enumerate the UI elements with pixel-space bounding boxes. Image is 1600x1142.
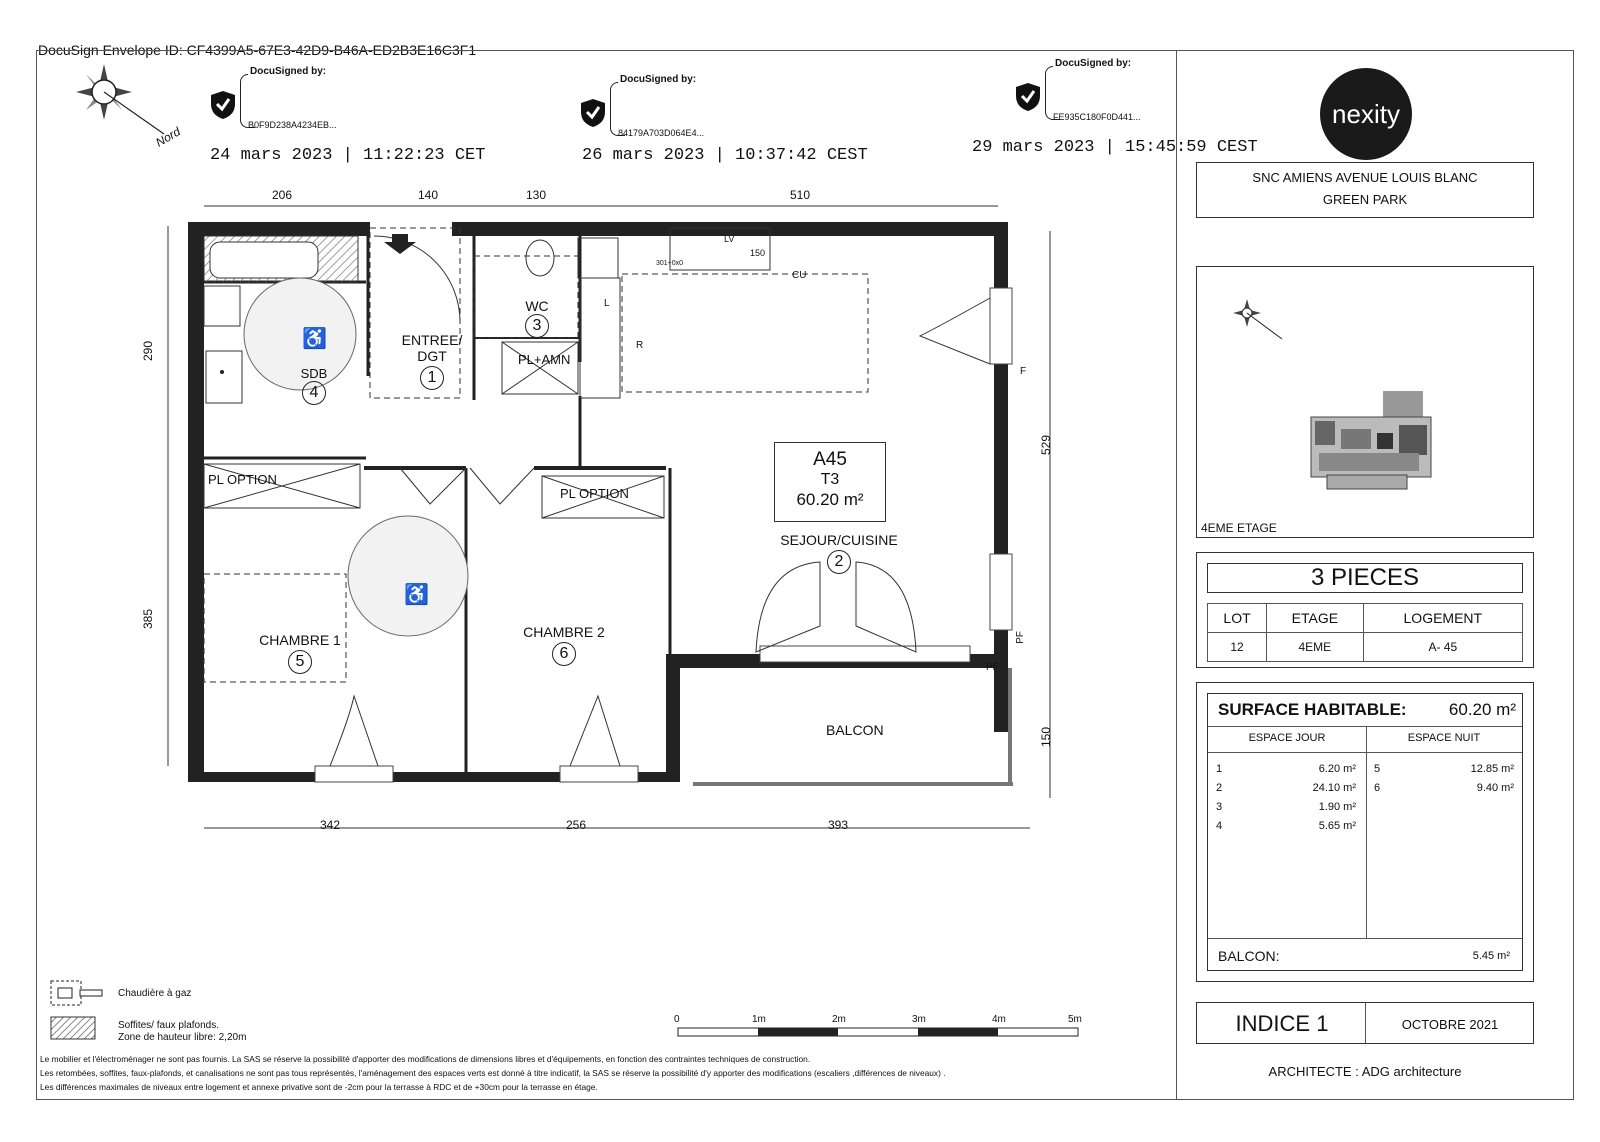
dim-bottom-1: 342 bbox=[320, 818, 341, 832]
header-etage: ETAGE bbox=[1267, 604, 1364, 633]
surface-box bbox=[1196, 682, 1534, 982]
signature-timestamp-2: 26 mars 2023 | 10:37:42 CEST bbox=[582, 146, 868, 165]
jour-list bbox=[1216, 760, 1356, 836]
scale-0: 0 bbox=[674, 1014, 680, 1025]
balcon-room: BALCON bbox=[826, 722, 884, 738]
logo-text: nexity bbox=[1332, 98, 1400, 129]
signature-code: B0F9D238A4234EB... bbox=[248, 120, 337, 130]
room-sejour: SEJOUR/CUISINE 2 bbox=[764, 532, 914, 574]
wheelchair-icon: ♿ bbox=[404, 584, 429, 606]
nuit-list bbox=[1374, 760, 1514, 798]
dim-left-2: 385 bbox=[141, 608, 156, 630]
room-sdb: SDB 4 bbox=[292, 366, 336, 405]
pf-label-2: PF bbox=[986, 662, 999, 673]
room-number-badge: 3 bbox=[525, 314, 549, 338]
pieces-title: 3 PIECES bbox=[1207, 563, 1523, 593]
signature-code: 84179A703D064E4... bbox=[618, 128, 705, 138]
value-logement: A- 45 bbox=[1363, 633, 1522, 662]
cu-label: CU bbox=[792, 270, 807, 281]
room-number-badge: 5 bbox=[288, 650, 312, 674]
disclaimer: Le mobilier et l'électroménager ne sont pas fournis. La SAS se réserve la possibilité d'apporter des modifications de dimensions libres et d'équipements, en fonction des contraintes techniques de construction. Les retombées, soffites, faux-plafonds, et canalisations ne sont pas tous représentés, l'aménagement des espaces verts est donné à titre indicatif, la SAS se réserve la possibilité d'y apporter des modifications (escaliers ,différences de niveaux) . Les différences maximales de niveaux entre logement et annexe privative sont de -2cm pour la terrasse à RDC et de +30cm pour la terrasse en étage. bbox=[40, 1054, 946, 1092]
date: OCTOBRE 2021 bbox=[1401, 1017, 1499, 1032]
soffite-hatch-icon bbox=[50, 1016, 96, 1040]
col-espace-nuit: ESPACE NUIT bbox=[1407, 732, 1481, 744]
wh-label: 301+0x0 bbox=[656, 260, 684, 267]
indice: INDICE 1 bbox=[1235, 1011, 1329, 1036]
project-name: SNC AMIENS AVENUE LOUIS BLANC bbox=[1252, 170, 1478, 185]
cabinet-label: 150 bbox=[750, 248, 766, 258]
scale-4: 4m bbox=[992, 1014, 1006, 1025]
surface-title: SURFACE HABITABLE: bbox=[1218, 700, 1407, 719]
architect: ARCHITECTE : ADG architecture bbox=[1268, 1064, 1462, 1079]
pf-label: PF bbox=[1014, 631, 1026, 644]
title-block-divider bbox=[1176, 50, 1177, 1100]
col-espace-jour: ESPACE JOUR bbox=[1248, 732, 1326, 744]
list-item: 2 24.10 m² bbox=[1216, 782, 1356, 794]
compass-label: Nord bbox=[153, 124, 183, 150]
room-entree: ENTREE/ DGT 1 bbox=[392, 332, 472, 390]
value-lot: 12 bbox=[1208, 633, 1267, 662]
unit-id: A45 bbox=[813, 449, 847, 470]
f-label: F bbox=[1020, 366, 1027, 377]
room-number-badge: 6 bbox=[552, 642, 576, 666]
project-box bbox=[1196, 162, 1534, 218]
unit-area: 60.20 m² bbox=[796, 490, 864, 509]
room-chambre-1: CHAMBRE 1 5 bbox=[250, 632, 350, 674]
dim-right-2: 150 bbox=[1039, 726, 1054, 748]
room-number-badge: 2 bbox=[827, 550, 851, 574]
docusign-shield-icon bbox=[580, 98, 606, 128]
signature-timestamp-1: 24 mars 2023 | 11:22:23 CET bbox=[210, 146, 486, 165]
boiler-icon bbox=[50, 980, 106, 1006]
header-logement: LOGEMENT bbox=[1363, 604, 1522, 633]
dim-top-4: 510 bbox=[790, 188, 811, 202]
signature-3 bbox=[1015, 60, 1215, 130]
r-label: R bbox=[636, 340, 644, 351]
room-wc: WC 3 bbox=[512, 298, 562, 338]
list-item: 6 9.40 m² bbox=[1374, 782, 1514, 794]
balcon-label: BALCON: bbox=[1218, 948, 1280, 964]
scale-bar bbox=[676, 1016, 1080, 1038]
building-key-plan bbox=[1305, 389, 1435, 499]
lv-label: LV bbox=[724, 234, 735, 244]
surface-total: 60.20 m² bbox=[1448, 700, 1516, 719]
signature-timestamp-3: 29 mars 2023 | 15:45:59 CEST bbox=[972, 138, 1258, 157]
scale-5: 5m bbox=[1068, 1014, 1082, 1025]
floor-plan bbox=[140, 186, 1080, 846]
signature-code: FE935C180F0D441... bbox=[1053, 112, 1141, 122]
signature-label: DocuSigned by: bbox=[1055, 58, 1132, 69]
scale-1: 1m bbox=[752, 1014, 766, 1025]
docusign-shield-icon bbox=[210, 90, 236, 120]
signature-1 bbox=[210, 68, 410, 138]
balcon-value: 5.45 m² bbox=[1472, 950, 1510, 962]
dim-left-1: 290 bbox=[141, 340, 156, 362]
dim-top-2: 140 bbox=[418, 188, 439, 202]
pl-option-label: PL OPTION bbox=[208, 472, 277, 487]
pieces-box bbox=[1196, 552, 1534, 668]
list-item: 3 1.90 m² bbox=[1216, 801, 1356, 813]
pl-option-label-2: PL OPTION bbox=[560, 486, 629, 501]
room-number-badge: 4 bbox=[302, 381, 326, 405]
location-box bbox=[1196, 266, 1534, 538]
value-etage: 4EME bbox=[1267, 633, 1364, 662]
indice-box bbox=[1196, 1002, 1534, 1044]
project-subtitle: GREEN PARK bbox=[1322, 192, 1408, 207]
scale-3: 3m bbox=[912, 1014, 926, 1025]
envelope-id: DocuSign Envelope ID: CF4399A5-67E3-42D9-B46A-ED2B3E16C3F1 bbox=[38, 42, 477, 58]
signature-label: DocuSigned by: bbox=[250, 66, 327, 77]
scale-2: 2m bbox=[832, 1014, 846, 1025]
compass-mini-icon bbox=[1227, 293, 1297, 353]
pl-amn-label: PL+AMN bbox=[518, 352, 571, 367]
legend-chaudiere: Chaudière à gaz bbox=[118, 988, 192, 999]
unit-label bbox=[774, 442, 886, 522]
signature-label: DocuSigned by: bbox=[620, 74, 697, 85]
dim-top-1: 206 bbox=[272, 188, 293, 202]
nexity-logo bbox=[1320, 68, 1412, 160]
unit-type: T3 bbox=[820, 471, 840, 488]
l-label: L bbox=[604, 298, 610, 309]
list-item: 1 6.20 m² bbox=[1216, 763, 1356, 775]
list-item: 4 5.65 m² bbox=[1216, 820, 1356, 832]
dim-bottom-2: 256 bbox=[566, 818, 587, 832]
floor-label: 4EME ETAGE bbox=[1201, 521, 1277, 535]
info-table bbox=[1207, 603, 1523, 662]
docusign-shield-icon bbox=[1015, 82, 1041, 112]
surface-inner bbox=[1207, 693, 1523, 971]
list-item: 5 12.85 m² bbox=[1374, 763, 1514, 775]
wheelchair-icon: ♿ bbox=[302, 328, 327, 350]
room-number-badge: 1 bbox=[420, 366, 444, 390]
dim-bottom-3: 393 bbox=[828, 818, 849, 832]
dim-top-3: 130 bbox=[526, 188, 547, 202]
header-lot: LOT bbox=[1208, 604, 1267, 633]
legend-soffites: Soffites/ faux plafonds. Zone de hauteur libre: 2,20m bbox=[118, 1020, 247, 1043]
room-chambre-2: CHAMBRE 2 6 bbox=[514, 624, 614, 666]
signature-2 bbox=[580, 76, 780, 146]
dim-right-1: 529 bbox=[1039, 434, 1054, 456]
